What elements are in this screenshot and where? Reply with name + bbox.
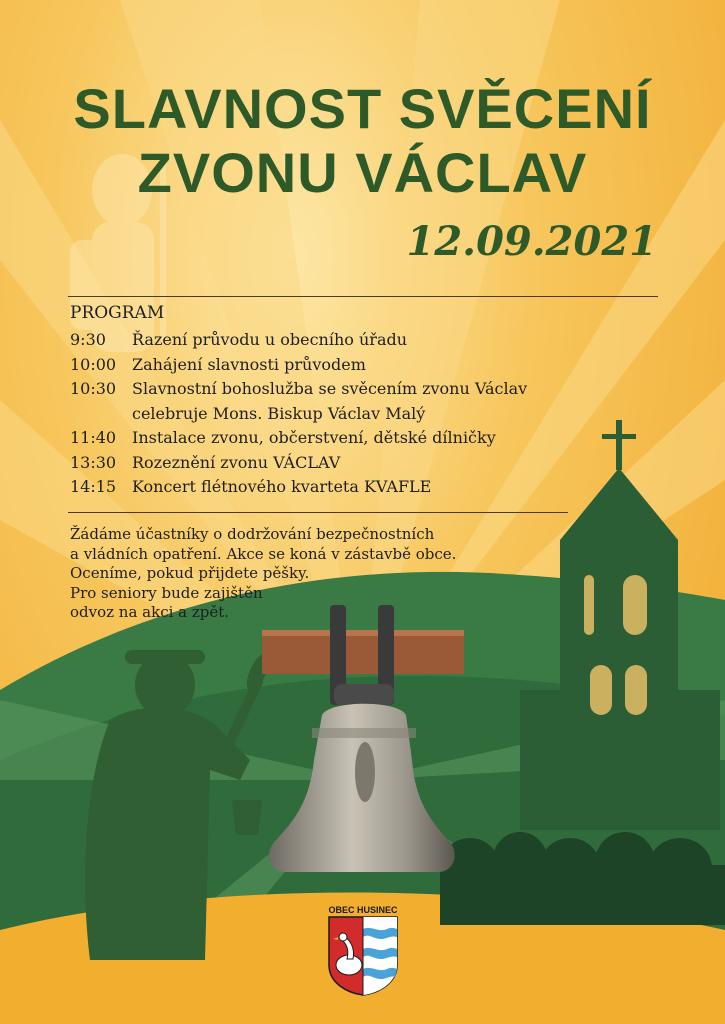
program-heading: PROGRAM — [70, 303, 165, 323]
program-text: Instalace zvonu, občerstvení, dětské dílničky — [132, 428, 496, 447]
program-list — [70, 328, 527, 500]
notice-line: Žádáme účastníky o dodržování bezpečnostních — [70, 525, 435, 543]
program-item — [70, 377, 527, 402]
notice-text — [70, 525, 456, 623]
notice-line: Pro seniory bude zajištěn — [70, 583, 263, 602]
divider-top — [68, 296, 658, 297]
crowd-silhouette — [440, 832, 725, 925]
program-item — [70, 451, 527, 476]
notice-line: odvoz na akci a zpět. — [70, 603, 230, 621]
program-item — [70, 426, 527, 451]
program-text: Řazení průvodu u obecního úřadu — [132, 330, 408, 349]
program-item — [70, 475, 527, 500]
event-date: 12.09.2021 — [406, 218, 657, 265]
municipality-logo — [318, 905, 408, 1002]
program-text: Slavnostní bohoslužba se svěcením zvonu Václav — [132, 379, 528, 398]
coat-of-arms-icon — [327, 915, 399, 997]
program-text: Koncert flétnového kvarteta KVAFLE — [132, 477, 432, 496]
program-time: 14:15 — [70, 477, 117, 496]
event-title-line1: SLAVNOST SVĚCENÍ — [73, 77, 652, 140]
notice-line: Oceníme, pokud přijdete pěšky. — [70, 564, 310, 582]
municipality-name: OBEC HUSINEC — [328, 905, 398, 915]
program-item — [70, 353, 527, 378]
program-text: Zahájení slavnosti průvodem — [132, 354, 366, 374]
bell-band — [312, 728, 416, 738]
program-text: Rozeznění zvonu VÁCLAV — [132, 452, 341, 472]
divider-bottom — [68, 512, 568, 513]
program-time: 9:30 — [70, 330, 106, 349]
program-time: 11:40 — [70, 428, 117, 447]
program-time: 10:30 — [70, 379, 117, 398]
program-time — [70, 402, 132, 427]
event-title-line2: ZVONU VÁCLAV — [137, 141, 588, 204]
program-item — [70, 402, 527, 427]
notice-line: a vládních opatření. Akce se koná v zástavbě obce. — [70, 544, 457, 563]
program-text: celebruje Mons. Biskup Václav Malý — [132, 403, 426, 423]
program-time: 10:00 — [70, 354, 117, 374]
program-item — [70, 328, 527, 353]
program-time: 13:30 — [70, 452, 117, 472]
bell-relief-figure — [355, 742, 375, 802]
